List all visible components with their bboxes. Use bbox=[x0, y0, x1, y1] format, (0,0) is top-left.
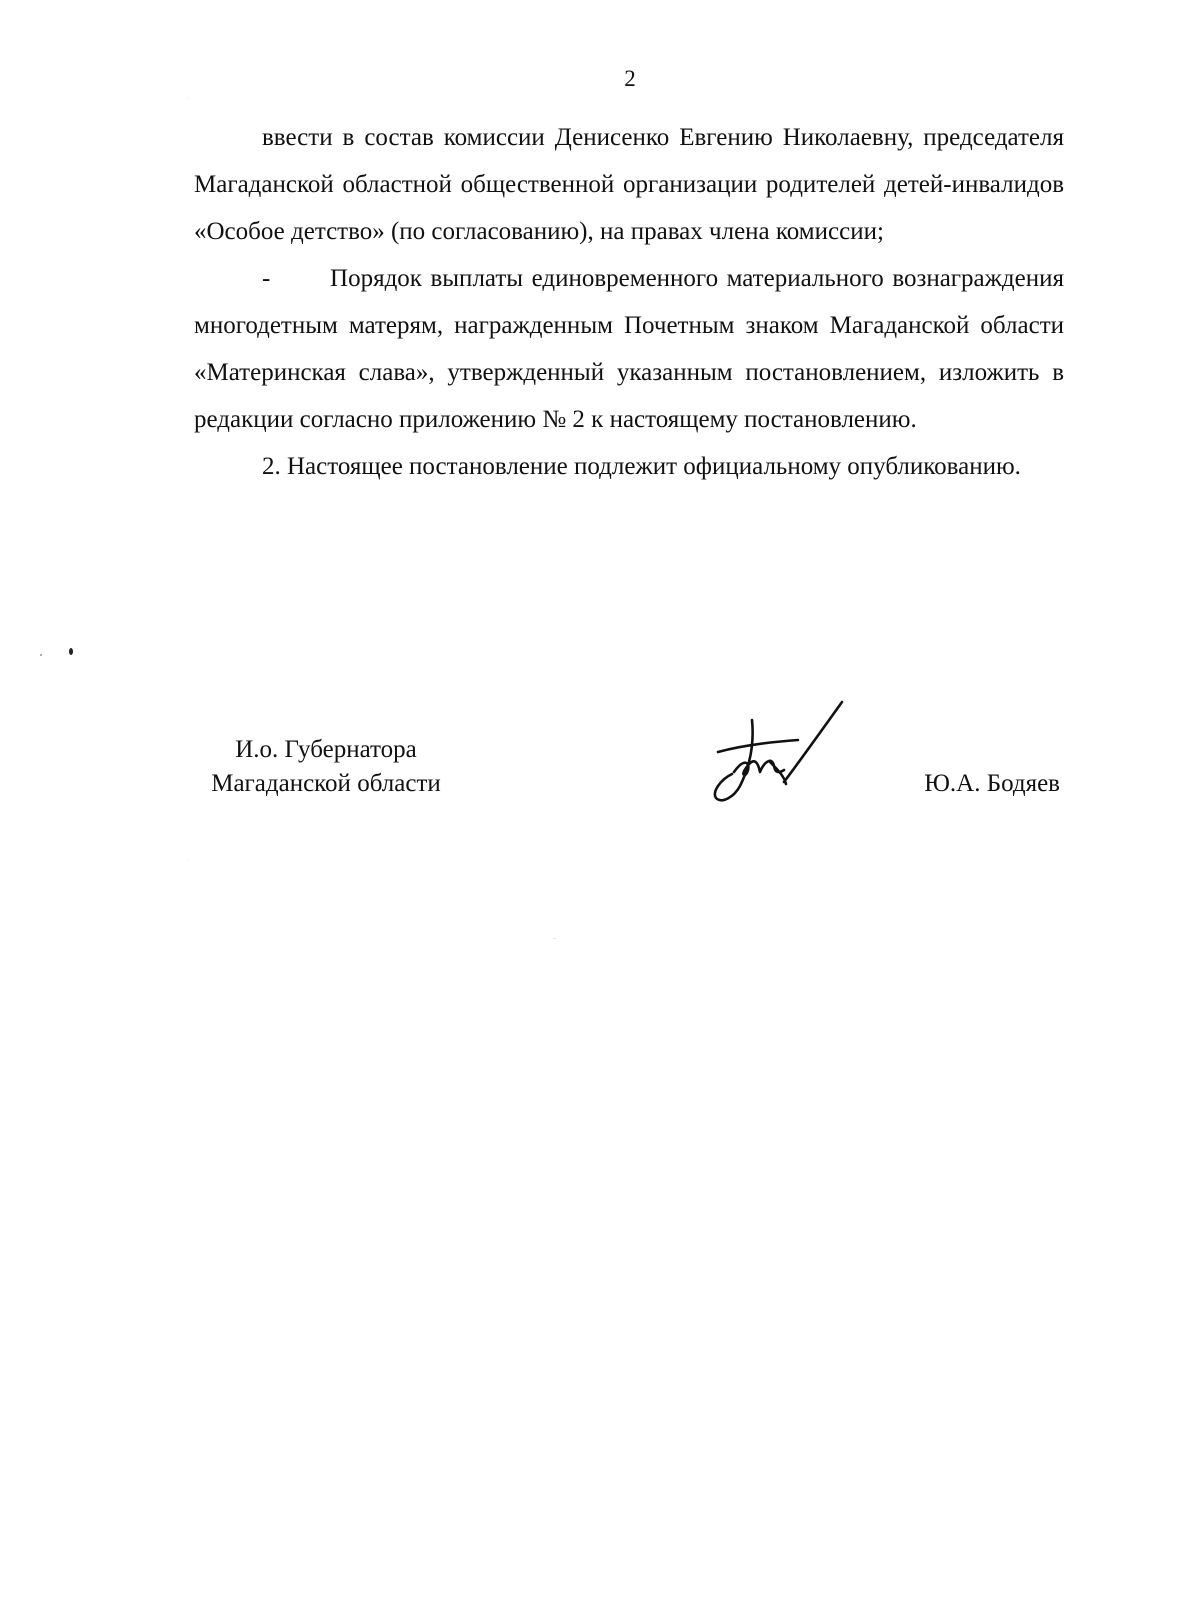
signatory-name: Ю.А. Бодяев bbox=[924, 770, 1060, 797]
list-dash: - bbox=[262, 265, 271, 292]
scan-speck bbox=[69, 648, 73, 655]
handwritten-signature-icon bbox=[700, 700, 870, 820]
paragraph-payment-procedure bbox=[194, 255, 1064, 443]
scan-speck bbox=[40, 654, 42, 656]
page-number: 2 bbox=[624, 66, 636, 91]
paragraph-commission-member: ввести в состав комиссии Денисенко Евгению Николаевну, председателя Магаданской областной общественной организации родителей детей-инвалидов «Особое детство» (по согласованию), на правах члена комиссии; bbox=[194, 124, 1064, 245]
paragraph-publication: 2. Настоящее постановление подлежит официальному опубликованию. bbox=[262, 453, 1021, 480]
scan-mark bbox=[188, 98, 189, 99]
document-body bbox=[194, 114, 1064, 490]
scan-mark bbox=[188, 860, 189, 861]
scan-mark bbox=[553, 938, 556, 939]
signatory-position-line1: И.о. Губернатора bbox=[235, 736, 417, 763]
paragraph-payment-procedure-text: Порядок выплаты единовременного материального вознаграждения многодетным матерям, награжденным Почетным знаком Магаданской области «Материнская слава», утвержденный указанным постановлением, изложить в редакции согласно приложению № 2 к настоящему постановлению. bbox=[194, 265, 1064, 433]
signatory-position bbox=[196, 733, 456, 801]
signatory-position-line2: Магаданской области bbox=[211, 770, 441, 797]
